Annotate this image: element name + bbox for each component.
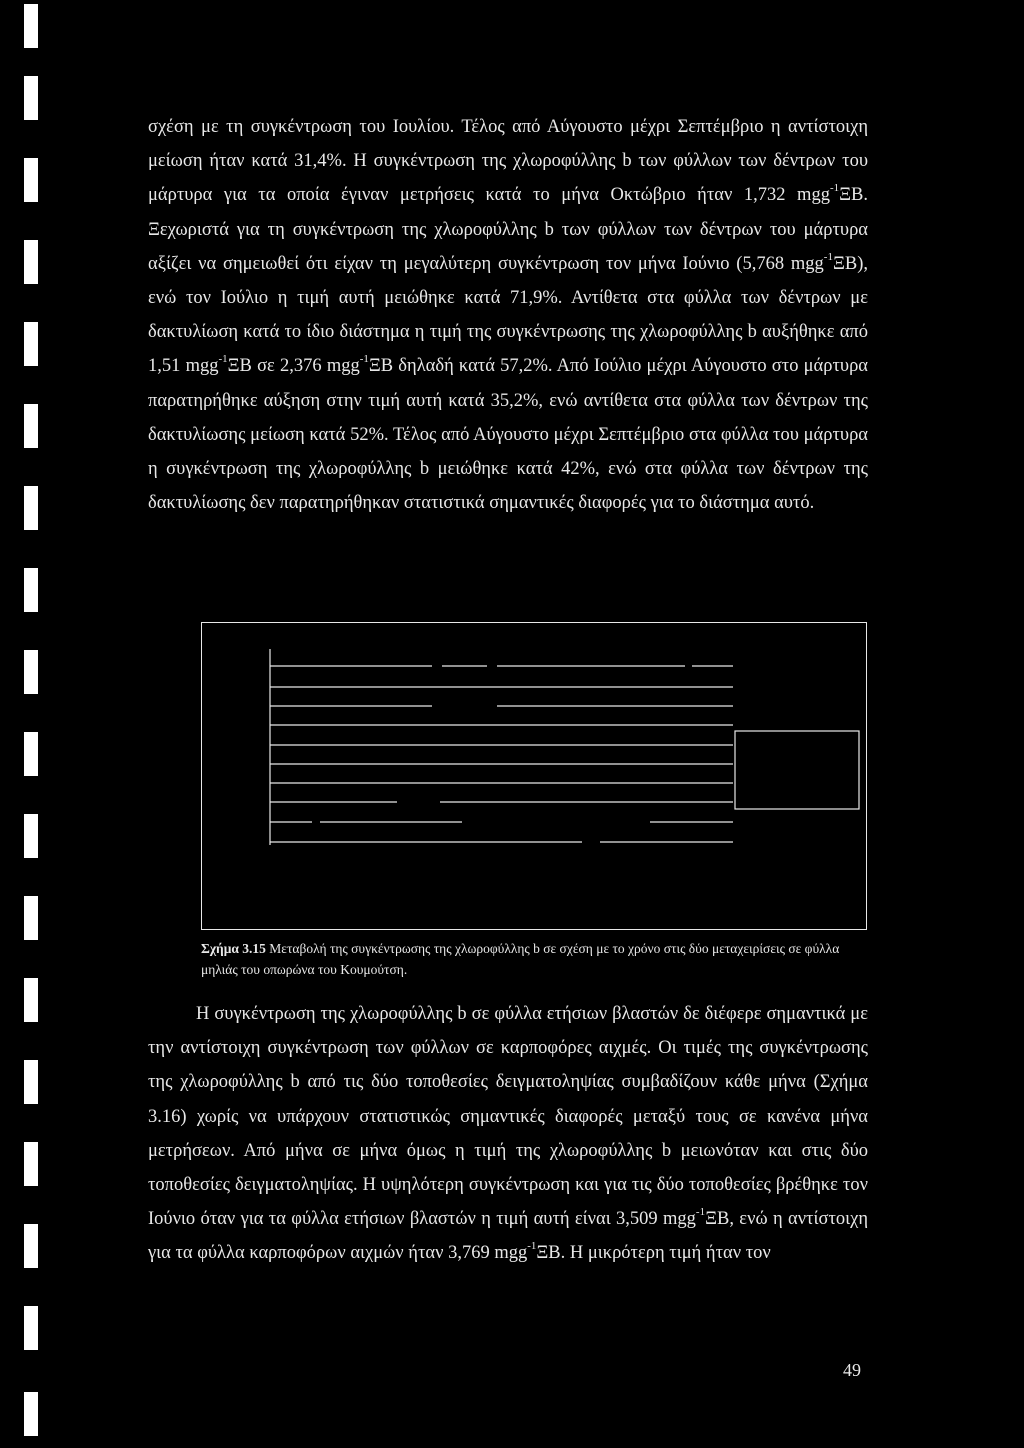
paragraph-text: ΞΒ, ενώ η αντίστοιχη για τα φύλλα καρποφόρων αιχμών ήταν 3,769 mgg [148,1209,868,1264]
superscript: -1 [359,353,369,366]
film-strip-block [24,732,38,776]
film-strip-block [24,1306,38,1350]
page-number: 49 [843,1360,861,1380]
film-strip-block [24,1060,38,1104]
superscript: -1 [218,353,228,366]
superscript: -1 [527,1240,537,1253]
paragraph-text: ΞΒ δηλαδή κατά 57,2%. Από Ιούλιο μέχρι Αύγουστο στο μάρτυρα παρατηρήθηκε αύξηση στην τιμή αυτή κατά 35,2%, ενώ αντίθετα στα φύλλα των δέντρων της δακτυλίωσης μείωση κατά 52%. Τέλος από Αύγουστο μέχρι Σεπτέμβριο στα φύλλα του μάρτυρα η συγκέντρωση της χλωροφύλλης b μειώθηκε κατά 42%, ενώ στα φύλλα των δέντρων της δακτυλίωσης δεν παρατηρήθηκαν στατιστικά σημαντικές διαφορές για το διάστημα αυτό. [148,356,868,514]
film-strip-block [24,404,38,448]
figure-legend-box [735,731,859,809]
film-strip-block [24,76,38,120]
film-strip-block [24,814,38,858]
paragraph-text: Η συγκέντρωση της χλωροφύλλης b σε φύλλα ετήσιων βλαστών δε διέφερε σημαντικά με την αντίστοιχη συγκέντρωση των φύλλων σε καρποφόρες αιχμές. Οι τιμές της συγκέντρωσης της χλωροφύλλης b από τις δύο τοποθεσίες δειγματοληψίας συμβαδίζουν κάθε μήνα (Σχήμα 3.16) χωρίς να υπάρχουν στατιστικώς σημαντικές διαφορές μεταξύ τους σε κανένα μήνα μετρήσεων. Από μήνα σε μήνα όμως η τιμή της χλωροφύλλης b μειωνόταν και στις δύο τοποθεσίες δειγματοληψίας. Η υψηλότερη συγκέντρωση και για τις δύο τοποθεσίες βρέθηκε τον Ιούνιο όταν για τα φύλλα ετήσιων βλαστών η τιμή αυτή είναι 3,509 mgg [148,1004,868,1230]
caption-label: Σχήμα 3.15 [201,941,266,956]
film-strip-block [24,978,38,1022]
superscript: -1 [695,1206,706,1219]
film-strip-block [24,240,38,284]
paragraph-text: σχέση με τη συγκέντρωση του Ιουλίου. Τέλος από Αύγουστο μέχρι Σεπτέμβριο η αντίστοιχη μείωση ήταν κατά 31,4%. Η συγκέντρωση της χλωροφύλλης b των φύλλων των δέντρων του μάρτυρα για τα οποία έγιναν μετρήσεις κατά το μήνα Οκτώβριο ήταν 1,732 mgg [148,117,868,206]
paragraph-text: ΞΒ. Η μικρότερη τιμή ήταν τον [536,1243,771,1264]
film-strip-block [24,568,38,612]
film-strip-block [24,896,38,940]
paragraph-text: ΞΒ), ενώ τον Ιούλιο η τιμή αυτή μειώθηκε κατά 71,9%. Αντίθετα στα φύλλα των δέντρων με δακτυλίωση κατά το ίδιο διάστημα η τιμή της συγκέντρωσης της χλωροφύλλης b αυξήθηκε από 1,51 mgg [148,253,868,377]
superscript: -1 [823,250,833,263]
film-strip-block [24,4,38,48]
film-strip-block [24,158,38,202]
body-paragraph-1 [148,110,868,520]
paragraph-text: ΞΒ. Ξεχωριστά για τη συγκέντρωση της χλωροφύλλης b των φύλλων των δέντρων του μάρτυρα αξίζει να σημειωθεί ότι είχαν τη μεγαλύτερη συγκέντρωση τον μήνα Ιούνιο (5,768 mgg [148,185,868,274]
film-strip-block [24,1392,38,1436]
figure-caption [201,938,869,980]
figure-frame [201,622,867,930]
film-strip-block [24,1142,38,1186]
paragraph-text: ΞΒ σε 2,376 mgg [227,356,360,377]
figure-graphic [202,623,865,928]
film-strip-block [24,1224,38,1268]
superscript: -1 [829,182,840,195]
film-strip-block [24,650,38,694]
film-strip-block [24,322,38,366]
body-paragraph-2 [148,997,868,1271]
film-strip-block [24,486,38,530]
caption-text: Μεταβολή της συγκέντρωσης της χλωροφύλλης b σε σχέση με το χρόνο στις δύο μεταχειρίσεις σε φύλλα μηλιάς του οπωρώνα του Κουμούτση. [201,941,840,977]
